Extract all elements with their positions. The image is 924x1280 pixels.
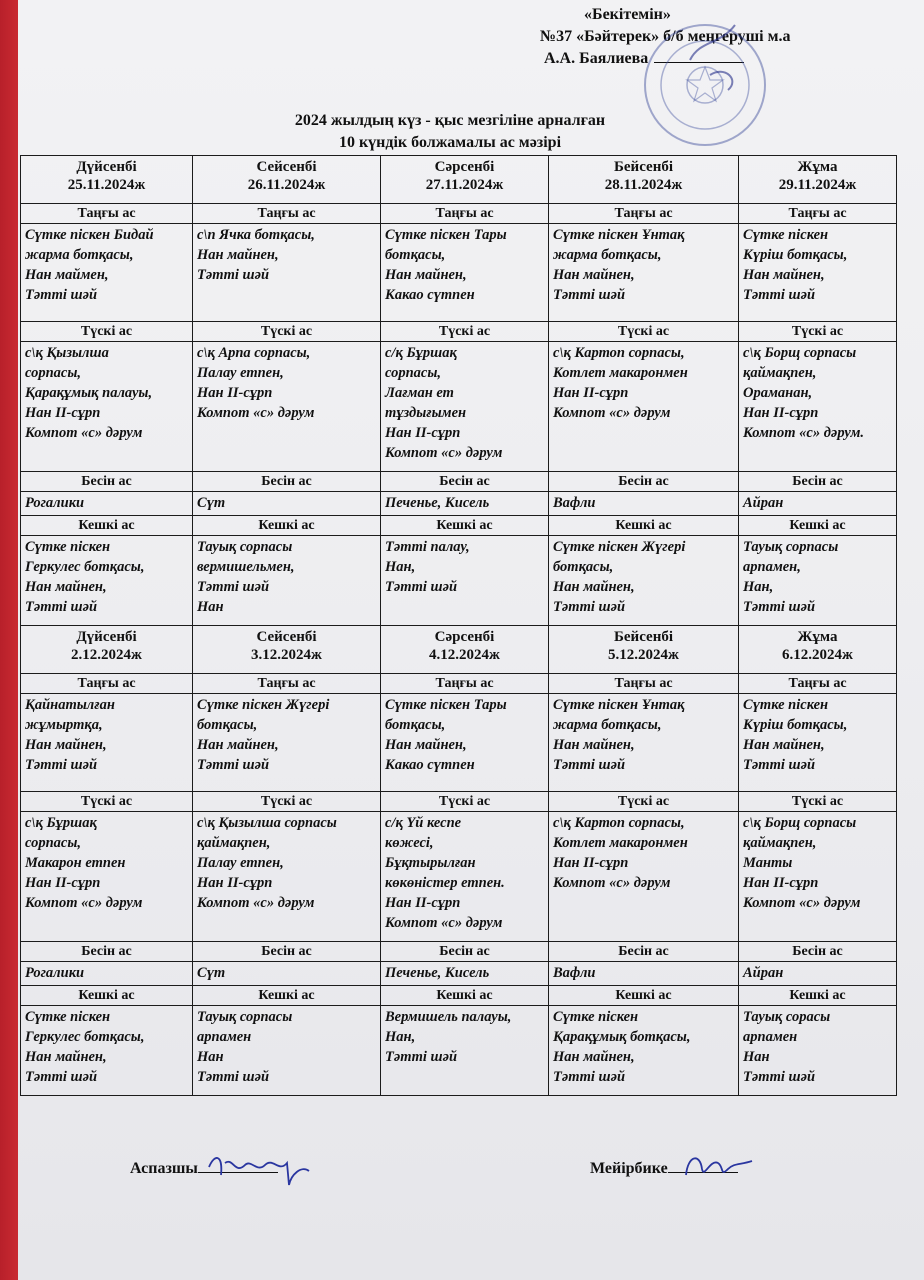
meal-label: Түскі ас [21, 322, 193, 342]
dish-line: Нан майнен, [25, 737, 107, 753]
meal-label: Бесін ас [739, 472, 897, 492]
dish-line: с\қ Қызылша сорпасы [197, 815, 337, 831]
day-header [193, 626, 381, 674]
meal-label: Таңғы ас [739, 204, 897, 224]
dish-cell [549, 342, 739, 472]
dish-line: Нан майнен, [385, 267, 467, 283]
dish-cell [381, 962, 549, 986]
dish-line: Палау етпен, [197, 855, 284, 871]
meal-label: Таңғы ас [549, 204, 739, 224]
meal-label: Кешкі ас [381, 516, 549, 536]
day-header [193, 156, 381, 204]
approval-position: №37 «Бәйтерек» б/б меңгеруші м.а [540, 28, 791, 45]
dish-line: Тәтті шәй [385, 1049, 458, 1065]
meal-label: Түскі ас [193, 322, 381, 342]
dish-cell [739, 536, 897, 626]
day-date: 26.11.2024ж [247, 177, 326, 193]
dish-line: Нан II-сұрп [553, 855, 629, 871]
meal-label: Кешкі ас [381, 986, 549, 1006]
document-title [180, 110, 720, 154]
dish-line: Тәтті шәй [25, 599, 98, 615]
dish-line: Компот «с» дәрум [553, 405, 671, 421]
meal-label: Таңғы ас [21, 674, 193, 694]
meal-label-row [21, 986, 897, 1006]
meal-label: Түскі ас [549, 322, 739, 342]
dish-line: Тәтті палау, [385, 539, 470, 555]
dish-cell [549, 1006, 739, 1096]
dish-line: с\қ Картоп сорпасы, [553, 815, 685, 831]
meal-label: Таңғы ас [381, 204, 549, 224]
dish-line: Вермишель палауы, [385, 1009, 512, 1025]
dish-line: Нан II-сұрп [743, 875, 819, 891]
meal-label: Түскі ас [739, 792, 897, 812]
dish-cell [193, 224, 381, 322]
dish-line: Сүтке піскен [743, 697, 829, 713]
meal-label: Бесін ас [549, 472, 739, 492]
meal-label: Түскі ас [549, 792, 739, 812]
dish-line: Тәтті шәй [553, 287, 626, 303]
dish-cell [381, 342, 549, 472]
dish-line: Сүтке піскен Тары [385, 227, 507, 243]
dish-line: Геркулес ботқасы, [25, 559, 145, 575]
day-date: 27.11.2024ж [425, 177, 504, 193]
dish-line: Сүтке піскен [553, 1009, 639, 1025]
dish-line: Сүт [197, 495, 226, 511]
dish-line: Нан майнен, [385, 737, 467, 753]
dish-line: Сүтке піскен [743, 227, 829, 243]
approval-title: «Бекітемін» [584, 6, 671, 23]
dish-cell [21, 492, 193, 516]
dish-line: Вафли [553, 965, 596, 981]
meal-dishes-row [21, 812, 897, 942]
dish-line: жарма ботқасы, [553, 717, 662, 733]
dish-line: Нан, [743, 579, 774, 595]
dish-cell [21, 694, 193, 792]
dish-cell [739, 224, 897, 322]
dish-cell [21, 812, 193, 942]
dish-cell [381, 694, 549, 792]
day-date: 28.11.2024ж [604, 177, 683, 193]
meal-label: Кешкі ас [739, 516, 897, 536]
dish-line: с\қ Арпа сорпасы, [197, 345, 311, 361]
dish-line: Какао сүтпен [385, 757, 475, 773]
dish-line: Компот «с» дәрум [25, 425, 143, 441]
cook-label: Аспазшы [130, 1160, 198, 1177]
dish-cell [739, 694, 897, 792]
dish-line: Палау етпен, [197, 365, 284, 381]
dish-line: Сүтке піскен Ұнтақ [553, 697, 685, 713]
dish-line: Нан майнен, [743, 267, 825, 283]
dish-cell [549, 694, 739, 792]
dish-line: тұздығымен [385, 405, 467, 421]
dish-line: Тәтті шәй [553, 1069, 626, 1085]
dish-cell [381, 492, 549, 516]
dish-line: Сүтке піскен Жүгері [197, 697, 330, 713]
meal-label: Кешкі ас [21, 986, 193, 1006]
dish-line: Макарон етпен [25, 855, 126, 871]
dish-line: арпамен [743, 1029, 798, 1045]
dish-line: ботқасы, [553, 559, 614, 575]
day-header-row [21, 626, 897, 674]
meal-label: Таңғы ас [739, 674, 897, 694]
dish-line: Котлет макаронмен [553, 365, 688, 381]
dish-line: Лағман ет [385, 385, 454, 401]
dish-line: Нан, [385, 559, 416, 575]
meal-label: Кешкі ас [21, 516, 193, 536]
day-header [739, 156, 897, 204]
dish-line: Нан II-сұрп [197, 875, 273, 891]
dish-line: Тәтті шәй [197, 757, 270, 773]
dish-line: Нан II-сұрп [197, 385, 273, 401]
dish-line: көкөністер етпен. [385, 875, 505, 891]
dish-line: қаймақпен, [743, 835, 817, 851]
dish-line: Компот «с» дәрум [385, 915, 503, 931]
dish-line: Нан маймен, [25, 267, 109, 283]
dish-line: Тәтті шәй [743, 1069, 816, 1085]
dish-line: Компот «с» дәрум [553, 875, 671, 891]
dish-line: арпамен, [743, 559, 801, 575]
dish-cell [739, 492, 897, 516]
meal-label: Түскі ас [21, 792, 193, 812]
dish-line: қаймақпен, [743, 365, 817, 381]
dish-line: Айран [743, 495, 784, 511]
day-date: 25.11.2024ж [67, 177, 146, 193]
dish-line: Нан майнен, [553, 1049, 635, 1065]
dish-line: Рогалики [25, 495, 85, 511]
dish-line: Тәтті шәй [743, 757, 816, 773]
meal-label: Бесін ас [193, 472, 381, 492]
meal-label-row [21, 472, 897, 492]
dish-line: с\п Ячка ботқасы, [197, 227, 315, 243]
day-name: Сейсенбі [256, 159, 317, 175]
dish-line: Компот «с» дәрум [25, 895, 143, 911]
dish-cell [549, 962, 739, 986]
dish-line: сорпасы, [25, 365, 82, 381]
dish-line: Сүтке піскен Ұнтақ [553, 227, 685, 243]
dish-line: с\қ Бұршақ [25, 815, 97, 831]
dish-line: Печенье, Кисель [385, 965, 490, 981]
meal-label: Таңғы ас [381, 674, 549, 694]
meal-label: Таңғы ас [193, 204, 381, 224]
dish-line: Сүтке піскен [25, 539, 111, 555]
dish-line: Нан майнен, [197, 247, 279, 263]
dish-line: Компот «с» дәрум [197, 895, 315, 911]
day-date: 2.12.2024ж [71, 647, 142, 663]
dish-line: Нан майнен, [553, 579, 635, 595]
dish-line: с/қ Бұршақ [385, 345, 457, 361]
dish-line: арпамен [197, 1029, 252, 1045]
day-date: 6.12.2024ж [782, 647, 853, 663]
dish-cell [549, 536, 739, 626]
dish-cell [21, 342, 193, 472]
dish-cell [549, 812, 739, 942]
dish-line: Сүтке піскен Жүгері [553, 539, 686, 555]
dish-line: Тауық сорпасы [197, 1009, 293, 1025]
meal-dishes-row [21, 492, 897, 516]
dish-cell [193, 962, 381, 986]
dish-cell [381, 812, 549, 942]
dish-cell [193, 342, 381, 472]
dish-line: Нан II-сұрп [743, 405, 819, 421]
dish-line: Геркулес ботқасы, [25, 1029, 145, 1045]
dish-line: с\қ Қызылша [25, 345, 109, 361]
title-line-1: 2024 жылдың күз - қыс мезгіліне арналған [294, 112, 606, 129]
dish-line: Күріш ботқасы, [743, 717, 848, 733]
day-name: Жұма [797, 159, 838, 175]
dish-line: Қарақұмық ботқасы, [553, 1029, 691, 1045]
meal-dishes-row [21, 1006, 897, 1096]
dish-line: Қайнатылған [25, 697, 115, 713]
meal-label: Таңғы ас [193, 674, 381, 694]
dish-line: с/қ Үй кеспе [385, 815, 462, 831]
dish-cell [193, 694, 381, 792]
dish-line: с\қ Борщ сорпасы [743, 345, 857, 361]
meal-label: Бесін ас [381, 472, 549, 492]
meal-label-row [21, 322, 897, 342]
day-date: 29.11.2024ж [778, 177, 857, 193]
day-name: Дүйсенбі [76, 629, 137, 645]
meal-dishes-row [21, 224, 897, 322]
meal-dishes-row [21, 536, 897, 626]
dish-line: Тәтті шәй [197, 267, 270, 283]
dish-line: Нан майнен, [553, 267, 635, 283]
dish-line: сорпасы, [385, 365, 442, 381]
dish-line: қаймақпен, [197, 835, 271, 851]
dish-line: жұмыртқа, [25, 717, 103, 733]
meal-label: Түскі ас [381, 322, 549, 342]
dish-cell [193, 1006, 381, 1096]
day-date: 5.12.2024ж [608, 647, 679, 663]
dish-line: ботқасы, [197, 717, 258, 733]
meal-label: Бесін ас [193, 942, 381, 962]
dish-line: Нан II-сұрп [25, 875, 101, 891]
dish-line: вермишельмен, [197, 559, 295, 575]
cook-handwritten-signature [205, 1145, 325, 1195]
meal-label: Бесін ас [21, 472, 193, 492]
dish-line: Тәтті шәй [25, 287, 98, 303]
dish-line: ботқасы, [385, 247, 446, 263]
dish-cell [193, 536, 381, 626]
title-line-2: 10 күндік болжамалы ас мәзірі [338, 134, 562, 151]
dish-line: Нан майнен, [25, 1049, 107, 1065]
dish-line: Нан II-сұрп [25, 405, 101, 421]
meal-label: Бесін ас [381, 942, 549, 962]
dish-line: Тауық сорпасы [197, 539, 293, 555]
dish-line: Компот «с» дәрум. [743, 425, 865, 441]
meal-label-row [21, 942, 897, 962]
dish-line: с\қ Борщ сорпасы [743, 815, 857, 831]
meal-label: Түскі ас [193, 792, 381, 812]
dish-line: Нан [197, 1049, 224, 1065]
dish-line: Бұқтырылған [385, 855, 476, 871]
menu-table [20, 155, 897, 1096]
dish-line: көжесі, [385, 835, 434, 851]
dish-line: Тәтті шәй [743, 287, 816, 303]
dish-line: Сүтке піскен Тары [385, 697, 507, 713]
dish-line: Нан майнен, [197, 737, 279, 753]
meal-label-row [21, 674, 897, 694]
dish-cell [739, 812, 897, 942]
meal-label: Кешкі ас [739, 986, 897, 1006]
dish-line: ботқасы, [385, 717, 446, 733]
meal-label-row [21, 204, 897, 224]
meal-label: Кешкі ас [193, 516, 381, 536]
dish-line: с\қ Картоп сорпасы, [553, 345, 685, 361]
dish-cell [21, 962, 193, 986]
meal-label: Бесін ас [739, 942, 897, 962]
dish-cell [739, 342, 897, 472]
day-header [21, 626, 193, 674]
dish-cell [549, 492, 739, 516]
day-name: Бейсенбі [613, 629, 674, 645]
day-header [21, 156, 193, 204]
day-date: 3.12.2024ж [251, 647, 322, 663]
meal-dishes-row [21, 694, 897, 792]
dish-cell [193, 812, 381, 942]
nurse-handwritten-signature [680, 1145, 760, 1189]
dish-cell [381, 536, 549, 626]
dish-cell [381, 224, 549, 322]
dish-line: Тәтті шәй [197, 579, 270, 595]
dish-line: Тәтті шәй [743, 599, 816, 615]
dish-line: жарма ботқасы, [25, 247, 134, 263]
dish-line: Тәтті шәй [25, 757, 98, 773]
dish-line: Манты [743, 855, 793, 871]
dish-cell [21, 1006, 193, 1096]
day-header [739, 626, 897, 674]
dish-line: Нан майнен, [743, 737, 825, 753]
dish-line: Вафли [553, 495, 596, 511]
day-name: Сейсенбі [256, 629, 317, 645]
day-header-row [21, 156, 897, 204]
dish-line: Компот «с» дәрум [743, 895, 861, 911]
meal-label: Бесін ас [21, 942, 193, 962]
dish-cell [739, 1006, 897, 1096]
day-header [381, 626, 549, 674]
dish-cell [21, 224, 193, 322]
dish-line: Тәтті шәй [197, 1069, 270, 1085]
dish-line: Нан майнен, [553, 737, 635, 753]
dish-line: сорпасы, [25, 835, 82, 851]
day-header [549, 156, 739, 204]
meal-label-row [21, 792, 897, 812]
nurse-label: Мейірбике [590, 1160, 668, 1177]
dish-cell [739, 962, 897, 986]
dish-line: Тәтті шәй [553, 599, 626, 615]
dish-cell [549, 224, 739, 322]
dish-line: Күріш ботқасы, [743, 247, 848, 263]
dish-line: Тәтті шәй [553, 757, 626, 773]
dish-line: Какао сүтпен [385, 287, 475, 303]
meal-label: Бесін ас [549, 942, 739, 962]
meal-dishes-row [21, 962, 897, 986]
dish-line: Нан [743, 1049, 770, 1065]
meal-label: Таңғы ас [549, 674, 739, 694]
day-name: Жұма [797, 629, 838, 645]
dish-line: Тауық сорасы [743, 1009, 831, 1025]
day-name: Дүйсенбі [76, 159, 137, 175]
dish-line: Котлет макаронмен [553, 835, 688, 851]
dish-line: Компот «с» дәрум [385, 445, 503, 461]
day-header [549, 626, 739, 674]
meal-label: Кешкі ас [549, 516, 739, 536]
meal-label-row [21, 516, 897, 536]
day-date: 4.12.2024ж [429, 647, 500, 663]
dish-line: Нан II-сұрп [553, 385, 629, 401]
dish-line: жарма ботқасы, [553, 247, 662, 263]
dish-cell [193, 492, 381, 516]
meal-label: Таңғы ас [21, 204, 193, 224]
dish-line: Тәтті шәй [385, 579, 458, 595]
dish-line: Қарақұмық палауы, [25, 385, 153, 401]
dish-line: Нан, [385, 1029, 416, 1045]
dish-line: Сүт [197, 965, 226, 981]
day-name: Сәрсенбі [434, 629, 495, 645]
dish-cell [21, 536, 193, 626]
dish-line: Тауық сорпасы [743, 539, 839, 555]
dish-line: Компот «с» дәрум [197, 405, 315, 421]
dish-line: Печенье, Кисель [385, 495, 490, 511]
dish-line: Тәтті шәй [25, 1069, 98, 1085]
day-name: Бейсенбі [613, 159, 674, 175]
dish-line: Айран [743, 965, 784, 981]
approval-name: А.А. Баялиева [544, 50, 649, 67]
dish-line: Нан [197, 599, 224, 615]
dish-line: Ораманан, [743, 385, 813, 401]
dish-line: Нан II-сұрп [385, 895, 461, 911]
dish-cell [381, 1006, 549, 1096]
meal-label: Кешкі ас [193, 986, 381, 1006]
dish-line: Сүтке піскен Бидай [25, 227, 154, 243]
meal-dishes-row [21, 342, 897, 472]
day-name: Сәрсенбі [434, 159, 495, 175]
dish-line: Рогалики [25, 965, 85, 981]
meal-label: Түскі ас [381, 792, 549, 812]
dish-line: Нан майнен, [25, 579, 107, 595]
day-header [381, 156, 549, 204]
dish-line: Сүтке піскен [25, 1009, 111, 1025]
meal-label: Түскі ас [739, 322, 897, 342]
dish-line: Нан II-сұрп [385, 425, 461, 441]
meal-label: Кешкі ас [549, 986, 739, 1006]
